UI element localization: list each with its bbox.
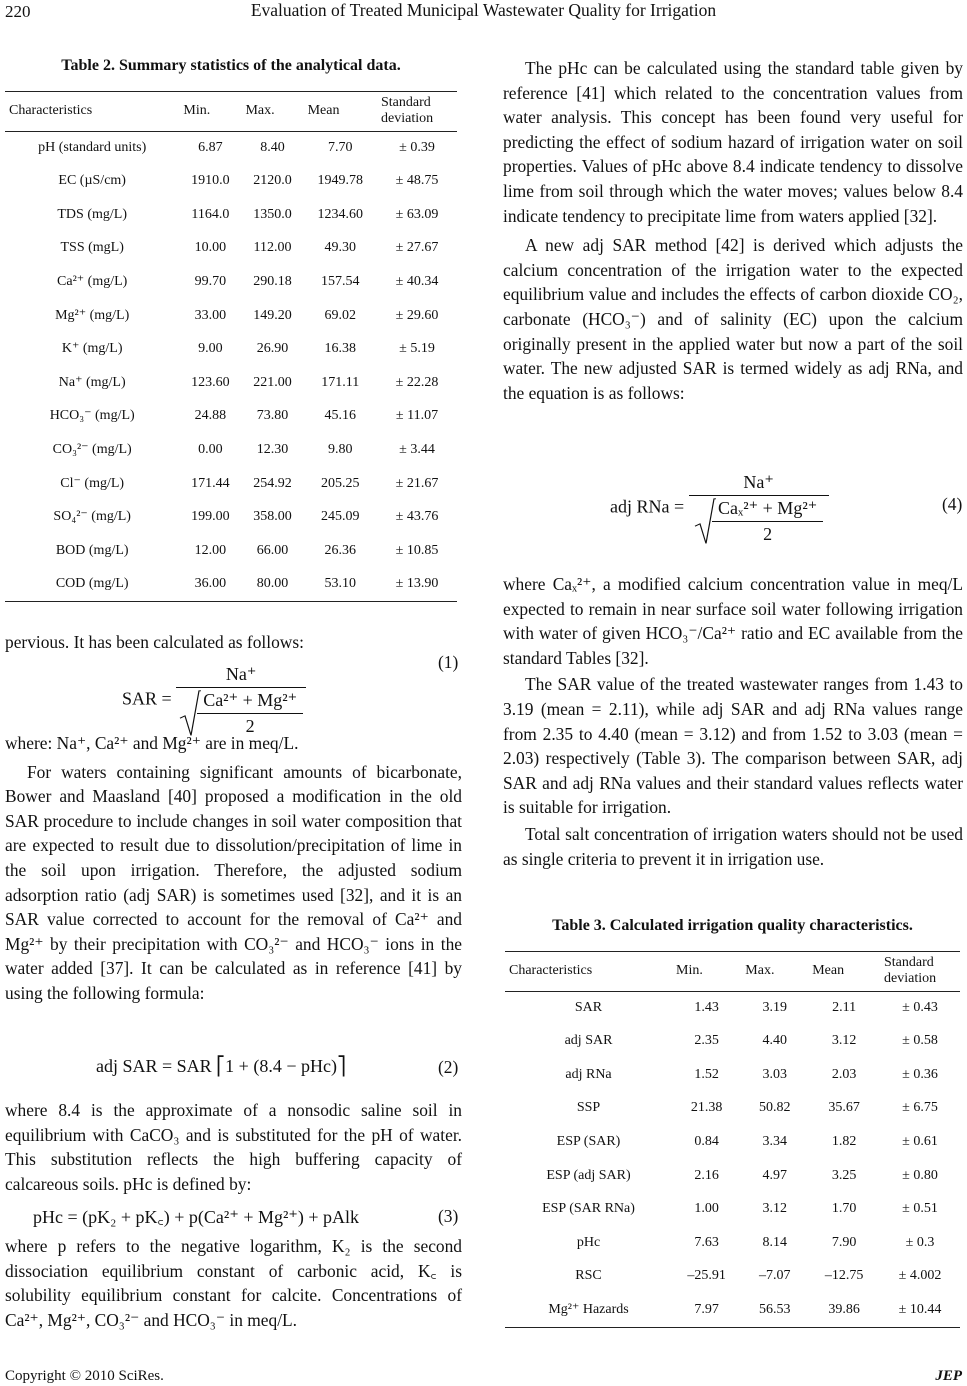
column-header: Max. [241, 91, 303, 131]
column-header: Characteristics [505, 951, 672, 991]
table-cell: ± 5.19 [399, 341, 435, 357]
copyright: Copyright © 2010 SciRes. [5, 1368, 164, 1384]
table-cell: Mg²⁺ Hazards [505, 1293, 672, 1327]
table-cell: 0.00 [198, 441, 223, 457]
table-cell: CO₃²⁻ (mg/L) [52, 441, 132, 457]
table-row [5, 501, 457, 535]
equation-number: (4) [942, 494, 963, 514]
table-row [5, 568, 457, 602]
table-cell: BOD (mg/L) [55, 542, 129, 558]
column-header: Standard deviation [377, 91, 457, 131]
table-cell: 1.82 [831, 1133, 857, 1149]
eq-denominator-bottom: 2 [763, 524, 773, 544]
table-cell: ± 0.43 [902, 999, 938, 1015]
table-cell: adj SAR [564, 1033, 613, 1049]
table-cell: SSP [576, 1100, 601, 1116]
table-cell: 1.52 [694, 1066, 719, 1082]
table-cell: pHc [576, 1234, 601, 1250]
table-cell: 358.00 [253, 509, 292, 525]
table-cell: 21.38 [690, 1100, 723, 1116]
paragraph: Total salt concentration of irrigation waters should not be used as single criteria to prevent it in irrigation use. [503, 823, 963, 869]
table-cell: ± 10.85 [395, 542, 439, 558]
page-number: 220 [5, 2, 31, 21]
table-row [5, 299, 457, 333]
paragraph: where: Na⁺, Ca²⁺ and Mg²⁺ are in meq/L. [5, 733, 299, 753]
table-cell: 6.87 [198, 139, 223, 155]
table-cell: ± 11.07 [395, 408, 439, 424]
table-cell: 66.00 [256, 542, 289, 558]
table-row [5, 265, 457, 299]
table-cell: 3.12 [762, 1201, 787, 1217]
table-cell: Mg²⁺ (mg/L) [55, 307, 130, 323]
table-cell: 290.18 [253, 273, 292, 289]
table-cell: 10.00 [194, 240, 227, 256]
table-cell: ± 48.75 [395, 173, 439, 189]
table-cell: 199.00 [191, 509, 230, 525]
table-cell: ± 6.75 [902, 1100, 938, 1116]
table-cell: 8.14 [762, 1234, 787, 1250]
table-cell: TSS (mgL) [60, 240, 124, 256]
table-2 [5, 91, 457, 602]
column-header: Mean [304, 91, 377, 131]
table-row [5, 198, 457, 232]
paragraph: where Caₓ²⁺, a modified calcium concentration value in meq/L expected to remain in near surface soil water following irrigation with water of given HCO₃⁻/Ca²⁺ ratio and EC available from the standard Tables [32]. [503, 574, 963, 668]
table-cell: Ca²⁺ (mg/L) [57, 273, 128, 289]
table-cell: 1350.0 [253, 206, 292, 222]
table-cell: 1.43 [694, 999, 719, 1015]
table-cell: 7.70 [328, 139, 353, 155]
eq-denominator-top: Caₓ²⁺ + Mg²⁺ [718, 498, 818, 518]
table-cell: 3.34 [762, 1133, 787, 1149]
table-cell: RSC [575, 1268, 602, 1284]
table-cell: 26.90 [256, 341, 289, 357]
table-cell: 50.82 [758, 1100, 791, 1116]
table-cell: 2.11 [832, 999, 857, 1015]
table-row [505, 1058, 960, 1092]
table-cell: ± 63.09 [395, 206, 439, 222]
table-cell: 1.00 [694, 1201, 719, 1217]
table-cell: 2.03 [831, 1066, 857, 1082]
paragraph: pervious. It has been calculated as follows: [5, 632, 304, 652]
paragraph: where p refers to the negative logarithm, K₂ is the second dissociation equilibrium constant of carbonic acid, K꜀ is solubility equilibrium constant for calcite. Concentrations of Ca²⁺, Mg²⁺, CO₃²⁻ and HCO₃⁻ in meq/L. [5, 1236, 462, 1330]
table-cell: 149.20 [253, 307, 292, 323]
table-cell: ± 21.67 [395, 475, 439, 491]
paragraph: A new adj SAR method [42] is derived which adjusts the calcium concentration of the irrigation water to the expected equilibrium value and includes the effects of carbon dioxide CO₂, carbonate (HCO₃⁻) and of salinity (EC) upon the calcium originally present in the applied water but now a part of the soil water. The new adjusted SAR is termed widely as adj RNa, and the equation is as follows: [503, 235, 963, 403]
table-row [5, 400, 457, 434]
table-row [5, 534, 457, 568]
table-cell: ± 22.28 [395, 374, 439, 390]
table-cell: 0.84 [694, 1133, 719, 1149]
table-cell: 26.36 [324, 542, 357, 558]
table-cell: 8.40 [260, 139, 285, 155]
running-title: Evaluation of Treated Municipal Wastewater Quality for Irrigation [250, 0, 717, 20]
equation-number: (2) [438, 1057, 459, 1077]
journal-abbrev: JEP [935, 1368, 962, 1384]
table-row [5, 165, 457, 199]
table-3 [505, 951, 960, 1328]
table-3-block [505, 914, 960, 1328]
table-cell: 73.80 [256, 408, 289, 424]
table-cell: ± 13.90 [377, 568, 457, 602]
table-cell: ± 0.58 [902, 1033, 938, 1049]
column-header: Min. [672, 951, 741, 991]
table-cell: Na⁺ (mg/L) [58, 374, 126, 390]
table-cell: 3.03 [762, 1066, 787, 1082]
table-cell: 9.00 [198, 341, 223, 357]
table-cell: ± 0.3 [905, 1234, 935, 1250]
paragraph: For waters containing significant amounts of bicarbonate, Bower and Maasland [40] proposed a modification in the old SAR procedure to include changes in soil water composition that are expected to result due to dissolution/precipitation of lime in the soil upon irrigation. Therefore, the adjusted sodium adsorption ratio (adj SAR) is sometimes used [32], and it is an SAR value corrected to account for the removal of Ca²⁺ and Mg²⁺ by their precipitation with CO₃²⁻ and HCO₃⁻ ions in the water added [37]. It can be calculated as in reference [41] by using the following formula: [5, 761, 462, 1003]
table-row [5, 433, 457, 467]
eq-lhs: SAR = [122, 688, 172, 709]
table-cell: –25.91 [687, 1268, 726, 1284]
table-cell: ± 4.002 [898, 1268, 942, 1284]
table-cell: 49.30 [324, 240, 357, 256]
table-cell: –7.07 [758, 1268, 791, 1284]
table-cell: 205.25 [321, 475, 360, 491]
column-header: Max. [741, 951, 808, 991]
table-2-block [5, 54, 457, 602]
table-cell: TDS (mg/L) [57, 206, 127, 222]
table-cell: SO₄²⁻ (mg/L) [53, 509, 131, 525]
table-row [505, 1025, 960, 1059]
equation-number: (1) [438, 652, 459, 672]
eq-numerator: Na⁺ [225, 664, 257, 684]
table-cell: 45.16 [324, 408, 357, 424]
table-row [505, 1193, 960, 1227]
eq-lhs: adj RNa = [610, 496, 685, 517]
table-cell: 12.30 [256, 441, 289, 457]
table-cell: 2.35 [694, 1033, 719, 1049]
column-header: Characteristics [5, 91, 179, 131]
table-cell: ± 29.60 [395, 307, 439, 323]
column-header: Standard deviation [880, 951, 960, 991]
table-row [505, 1125, 960, 1159]
equation-number: (3) [438, 1206, 459, 1226]
table-cell: 33.00 [194, 307, 227, 323]
table-cell: HCO₃⁻ (mg/L) [49, 408, 135, 424]
equation-3: pHc = (pK₂ + pK꜀) + p(Ca²⁺ + Mg²⁺) + pAlk [33, 1207, 360, 1227]
table-cell: 4.40 [762, 1033, 787, 1049]
table-cell: 254.92 [253, 475, 292, 491]
table-row [5, 366, 457, 400]
table-cell: 69.02 [324, 307, 357, 323]
table-cell: EC (µS/cm) [58, 173, 126, 189]
table-cell: 157.54 [321, 273, 360, 289]
table-cell: –12.75 [824, 1268, 864, 1284]
table-cell: 1164.0 [191, 206, 230, 222]
table-cell: ± 0.39 [399, 139, 435, 155]
table-cell: ± 43.76 [395, 509, 439, 525]
table-cell: 9.80 [328, 441, 353, 457]
table-cell: 245.09 [321, 509, 360, 525]
table-cell: 56.53 [741, 1293, 808, 1327]
eq-numerator: Na⁺ [743, 472, 774, 492]
table-cell: K⁺ (mg/L) [61, 341, 123, 357]
table-cell: ESP (SAR) [556, 1133, 621, 1149]
table-row [505, 1092, 960, 1126]
table-cell: 16.38 [324, 341, 357, 357]
table-cell: 171.11 [321, 374, 360, 390]
equation-1 [122, 664, 306, 737]
table-cell: SAR [574, 999, 603, 1015]
table-cell: ± 10.44 [880, 1293, 960, 1327]
equation-4 [610, 472, 829, 545]
table-cell: 7.90 [831, 1234, 857, 1250]
table-cell: ± 0.61 [902, 1133, 938, 1149]
paragraph: where 8.4 is the approximate of a nonsodic saline soil in equilibrium with CaCO₃ and is substituted for the pH of water. This substitution reflects the high buffering capacity of calcareous soils. pHc is defined by: [5, 1100, 462, 1194]
paragraph: The SAR value of the treated wastewater ranges from 1.43 to 3.19 (mean = 2.11), while adj SAR and adj RNa values range from 2.35 to 4.40 (mean = 3.12) and from 1.52 to 3.03 (mean = 2.03) respectively (Table 3). The comparison between SAR, adj SAR and adj RNa values and their standard values reflects water is suitable for irrigation. [503, 674, 963, 818]
table-cell: 221.00 [253, 374, 292, 390]
table-cell: ± 0.51 [902, 1201, 938, 1217]
table-cell: 1234.60 [317, 206, 364, 222]
table-cell: pH (standard units) [38, 139, 147, 155]
table-cell: 36.00 [179, 568, 241, 602]
column-header: Mean [808, 951, 880, 991]
table-cell: ESP (adj SAR) [546, 1167, 631, 1183]
table-cell: 7.97 [672, 1293, 741, 1327]
table-cell: ± 40.34 [395, 273, 439, 289]
table-cell: Cl⁻ (mg/L) [60, 475, 125, 491]
table-cell: 2120.0 [253, 173, 292, 189]
table-cell: ± 0.80 [902, 1167, 938, 1183]
table-cell: 112.00 [253, 240, 292, 256]
table-3-caption: Table 3. Calculated irrigation quality characteristics. [552, 917, 913, 934]
table-cell: 39.86 [808, 1293, 880, 1327]
sqrt-symbol [179, 690, 303, 737]
table-row [505, 1293, 960, 1327]
table-2-caption: Table 2. Summary statistics of the analytical data. [61, 57, 401, 74]
table-cell: 53.10 [304, 568, 377, 602]
table-cell: adj RNa [565, 1066, 612, 1082]
table-row [505, 991, 960, 1025]
table-cell: 3.25 [831, 1167, 857, 1183]
table-cell: ESP (SAR RNa) [542, 1201, 635, 1217]
table-cell: 7.63 [694, 1234, 719, 1250]
table-cell: 35.67 [828, 1100, 860, 1116]
table-row [5, 232, 457, 266]
table-row [5, 131, 457, 165]
paragraph: The pHc can be calculated using the standard table given by reference [41] which related to the concentration values from water analysis. This concept has been found very useful for predicting the effect of sodium hazard of irrigation water on soil properties. Values of pHc above 8.4 indicate tendency to dissolve lime from soil through which the water moves; values below 8.4 indicate tendency to precipitate lime from waters applied [32]. [503, 58, 963, 226]
table-cell: ± 0.36 [902, 1066, 938, 1082]
table-row [5, 333, 457, 367]
table-cell: 1.70 [831, 1201, 857, 1217]
table-row [505, 1226, 960, 1260]
table-cell: 80.00 [241, 568, 303, 602]
table-cell: 24.88 [194, 408, 227, 424]
table-cell: 1910.0 [191, 173, 230, 189]
eq-denominator-bottom: 2 [245, 716, 255, 736]
table-row [505, 1159, 960, 1193]
eq-denominator-top: Ca²⁺ + Mg²⁺ [203, 690, 298, 710]
table-cell: 3.12 [831, 1033, 857, 1049]
table-cell: 4.97 [762, 1167, 787, 1183]
table-cell: 171.44 [191, 475, 230, 491]
table-cell: COD (mg/L) [5, 568, 179, 602]
table-cell: 2.16 [694, 1167, 719, 1183]
table-cell: ± 3.44 [399, 441, 435, 457]
table-cell: 3.19 [762, 999, 787, 1015]
sqrt-symbol [694, 498, 823, 545]
equation-2: adj SAR = SAR ⎡1 + (8.4 − pHc)⎤ [96, 1056, 346, 1076]
table-cell: 123.60 [191, 374, 230, 390]
table-cell: 12.00 [194, 542, 227, 558]
table-cell: 1949.78 [317, 173, 364, 189]
column-header: Min. [179, 91, 241, 131]
table-cell: 99.70 [194, 273, 227, 289]
table-row [505, 1260, 960, 1294]
table-cell: ± 27.67 [395, 240, 439, 256]
table-row [5, 467, 457, 501]
